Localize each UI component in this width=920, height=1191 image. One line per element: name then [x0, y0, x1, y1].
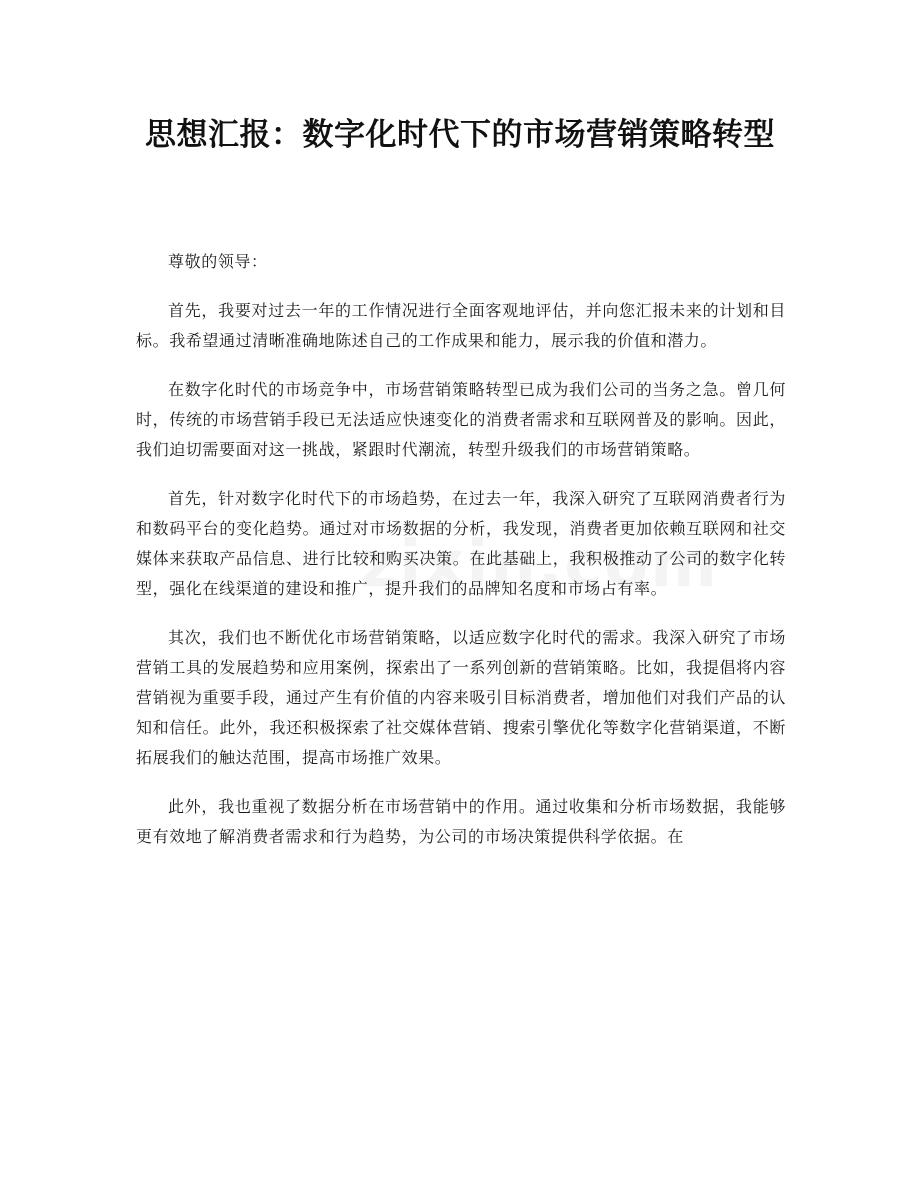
document-body: [136, 247, 786, 871]
greeting: 尊敬的领导：: [168, 252, 268, 271]
paragraph-5: 此外，我也重视了数据分析在市场营销中的作用。通过收集和分析市场数据，我能够更有效地了解消费者需求和行为趋势，为公司的市场决策提供科学依据。在: [136, 797, 786, 846]
paragraph-4: 其次，我们也不断优化市场营销策略，以适应数字化时代的需求。我深入研究了市场营销工具的发展趋势和应用案例，探索出了一系列创新的营销策略。比如，我提倡将内容营销视为重要手段，通过产生有价值的内容来吸引目标消费者，增加他们对我们产品的认知和信任。此外，我还积极探索了社交媒体营销、搜索引擎优化等数字化营销渠道，不断拓展我们的触达范围，提高市场推广效果。: [136, 628, 786, 767]
paragraph-1: 首先，我要对过去一年的工作情况进行全面客观地评估，并向您汇报未来的计划和目标。我希望通过清晰准确地陈述自己的工作成果和能力，展示我的价值和潜力。: [136, 301, 786, 350]
paragraph-3: 首先，针对数字化时代下的市场趋势，在过去一年，我深入研究了互联网消费者行为和数码平台的变化趋势。通过对市场数据的分析，我发现，消费者更加依赖互联网和社交媒体来获取产品信息、进行比较和购买决策。在此基础上，我积极推动了公司的数字化转型，强化在线渠道的建设和推广，提升我们的品牌知名度和市场占有率。: [136, 489, 786, 598]
paragraph-2: 在数字化时代的市场竞争中，市场营销策略转型已成为我们公司的当务之急。曾几何时，传统的市场营销手段已无法适应快速变化的消费者需求和互联网普及的影响。因此，我们迫切需要面对这一挑战，紧跟时代潮流，转型升级我们的市场营销策略。: [136, 380, 786, 459]
document-title: 思想汇报：数字化时代下的市场营销策略转型: [145, 117, 775, 153]
